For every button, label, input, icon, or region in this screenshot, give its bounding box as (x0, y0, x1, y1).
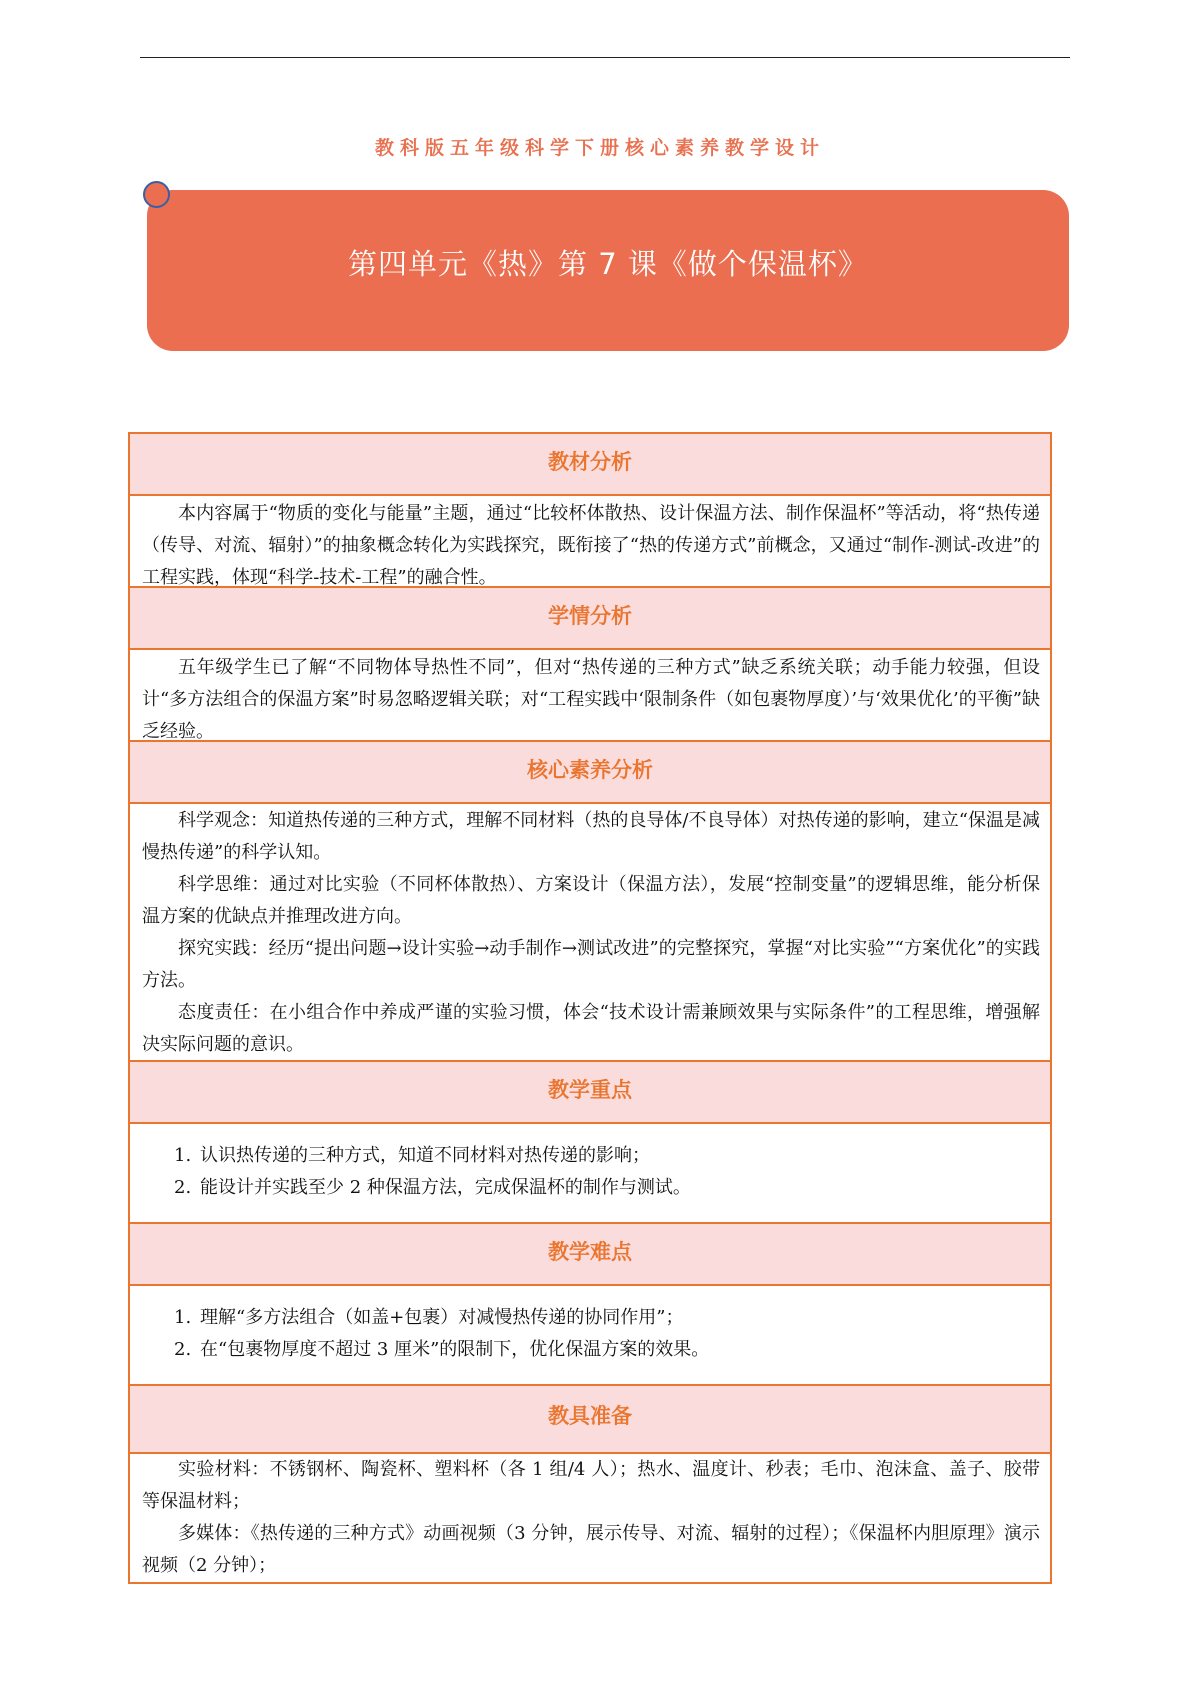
section-body-materials (130, 1454, 1050, 1582)
section-body-student-analysis (130, 650, 1050, 742)
list-number: 1. (174, 1307, 192, 1328)
list-number: 2. (174, 1339, 192, 1360)
difficulties-list (142, 1302, 1040, 1366)
lesson-title-banner (147, 190, 1069, 351)
section-heading-difficulties: 教学难点 (130, 1224, 1050, 1286)
list-item (174, 1334, 1040, 1366)
series-title: 教科版五年级科学下册核心素养教学设计 (374, 137, 825, 159)
paragraph: 多媒体：《热传递的三种方式》动画视频（3 分钟，展示传导、对流、辐射的过程）；《保温杯内胆原理》演示视频（2 分钟）； (142, 1523, 1040, 1576)
list-number: 2. (174, 1177, 192, 1198)
lesson-plan-table (128, 432, 1052, 1584)
key-points-list (142, 1140, 1040, 1204)
header-rule (140, 57, 1070, 58)
paragraph: 科学思维：通过对比实验（不同杯体散热）、方案设计（保温方法），发展“控制变量”的逻辑思维，能分析保温方案的优缺点并推理改进方向。 (142, 874, 1040, 927)
banner-dot-decoration (143, 181, 170, 208)
lesson-title: 第四单元《热》第 7 课《做个保温杯》 (348, 247, 868, 281)
paragraph: 本内容属于“物质的变化与能量”主题，通过“比较杯体散热、设计保温方法、制作保温杯”等活动，将“热传递（传导、对流、辐射）”的抽象概念转化为实践探究，既衔接了“热的传递方式”前概念，又通过“制作-测试-改进”的工程实践，体现“科学-技术-工程”的融合性。 (142, 503, 1040, 588)
paragraph: 五年级学生已了解“不同物体导热性不同”，但对“热传递的三种方式”缺乏系统关联；动手能力较强，但设计“多方法组合的保温方案”时易忽略逻辑关联；对“工程实践中‘限制条件（如包裹物厚度）’与‘效果优化’的平衡”缺乏经验。 (142, 657, 1040, 742)
paragraph: 实验材料：不锈钢杯、陶瓷杯、塑料杯（各 1 组/4 人）；热水、温度计、秒表；毛巾、泡沫盒、盖子、胶带等保温材料； (142, 1459, 1040, 1512)
paragraph: 科学观念：知道热传递的三种方式，理解不同材料（热的良导体/不良导体）对热传递的影响，建立“保温是减慢热传递”的科学认知。 (142, 810, 1040, 863)
list-number: 1. (174, 1145, 192, 1166)
list-text: 能设计并实践至少 2 种保温方法，完成保温杯的制作与测试。 (200, 1177, 691, 1198)
list-text: 在“包裹物厚度不超过 3 厘米”的限制下，优化保温方案的效果。 (200, 1339, 710, 1360)
section-body-core-literacy (130, 804, 1050, 1062)
paragraph: 探究实践：经历“提出问题→设计实验→动手制作→测试改进”的完整探究，掌握“对比实验”“方案优化”的实践方法。 (142, 938, 1040, 991)
section-heading-student-analysis: 学情分析 (130, 588, 1050, 650)
list-text: 认识热传递的三种方式，知道不同材料对热传递的影响； (200, 1145, 650, 1166)
section-body-textbook-analysis (130, 496, 1050, 588)
list-item (174, 1302, 1040, 1334)
section-body-key-points (130, 1124, 1050, 1224)
section-heading-materials: 教具准备 (130, 1386, 1050, 1454)
section-heading-core-literacy: 核心素养分析 (130, 742, 1050, 804)
list-text: 理解“多方法组合（如盖+包裹）对减慢热传递的协同作用”； (200, 1307, 684, 1328)
section-heading-textbook-analysis: 教材分析 (130, 434, 1050, 496)
section-body-difficulties (130, 1286, 1050, 1386)
list-item (174, 1172, 1040, 1204)
list-item (174, 1140, 1040, 1172)
section-heading-key-points: 教学重点 (130, 1062, 1050, 1124)
paragraph: 态度责任：在小组合作中养成严谨的实验习惯，体会“技术设计需兼顾效果与实际条件”的工程思维，增强解决实际问题的意识。 (142, 1002, 1040, 1055)
